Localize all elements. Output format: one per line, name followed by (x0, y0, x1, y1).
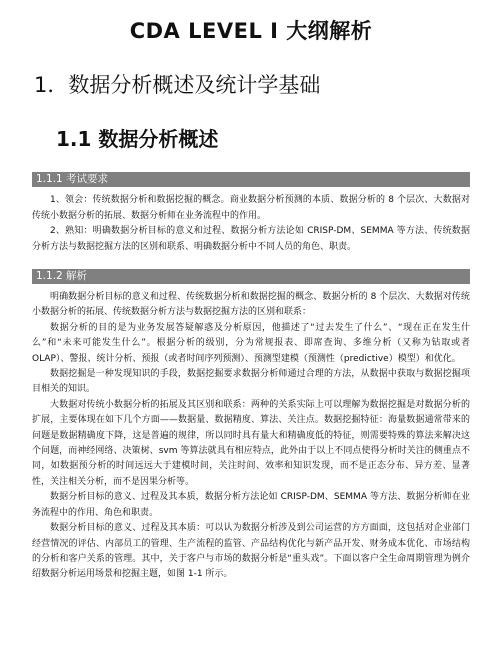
paragraph: 数据分析目标的意义、过程及其本质，数据分析方法论如 CRISP-DM、SEMMA 等方法、数据分析师在业务流程中的作用、角色和职责。 (32, 492, 470, 518)
paragraph: 数据分析的目的是为业务发展答疑解惑及分析原因，他描述了“过去发生了什么”、“现在正在发生什么”和“未来可能发生什么”。根据分析的级别，分为常规报表、即席查询、多维分析（又称为钻取或者 OLAP）、警报、统计分析、预报（或者时间序列预测）、预测型建模（预测性（predictive）模型）和优化。 (32, 322, 470, 364)
requirements-body (32, 193, 470, 255)
paragraph: 1、领会：传统数据分析和数据挖掘的概念。商业数据分析预测的本质、数据分析的 8 个层次、大数据对传统小数据分析的拓展、数据分析师在业务流程中的作用。 (32, 195, 470, 221)
paragraph: 数据挖掘是一种发现知识的手段，数据挖掘要求数据分析师通过合理的方法，从数据中获取与数据挖掘项目相关的知识。 (32, 369, 470, 395)
chapter-heading: 1．数据分析概述及统计学基础 (34, 73, 321, 97)
paragraph: 数据分析目标的意义、过程及其本质：可以认为数据分析涉及到公司运营的方方面面，这包括对企业部门经营情况的评估、内部员工的管理、生产流程的监管、产品结构优化与新产品开发、财务成本优化、市场结构的分析和客户关系的管理。其中，关于客户与市场的数据分析是“重头戏”。下面以客户全生命周期管理为例介绍数据分析运用场景和挖掘主题，如图 1-1 所示。 (32, 523, 470, 580)
analysis-body (32, 290, 470, 583)
subsection-bar-requirements: 1.1.1 考试要求 (32, 172, 470, 187)
paragraph: 明确数据分析目标的意义和过程、传统数据分析和数据挖掘的概念、数据分析的 8 个层次、大数据对传统小数据分析的拓展、传统数据分析方法与数据挖掘方法的区别和联系： (32, 292, 470, 318)
paragraph: 大数据对传统小数据分析的拓展及其区别和联系：两种的关系实际上可以理解为数据挖掘是对数据分析的扩展，主要体现在如下几个方面——数据量、数据精度、算法、关注点。数据挖掘特征：海量数据通常带来的问题是数据精确度下降，这是普遍的规律，所以同时具有量大和精确度低的特征，则需要特殊的算法来解决这个问题，而神经网络、决策树、svm 等算法就具有相应特点，此外由于以上不同点使得分析时关注的侧重点不同，如数据预分析的时间远远大于建模时间，关注时间、效率和知识发现，而不是正态分布、异方差、显著性，关注相关分析，而不是因果分析等。 (32, 399, 470, 487)
paragraph: 2、熟知：明确数据分析目标的意义和过程、数据分析方法论如 CRISP-DM、SEMMA 等方法、传统数据分析方法与数据挖掘方法的区别和联系、明确数据分析中不同人员的角色、职责。 (32, 226, 470, 252)
section-heading: 1.1 数据分析概述 (56, 127, 219, 151)
subsection-bar-analysis: 1.1.2 解析 (32, 269, 470, 284)
document-title: CDA LEVEL I 大纲解析 (129, 19, 373, 43)
